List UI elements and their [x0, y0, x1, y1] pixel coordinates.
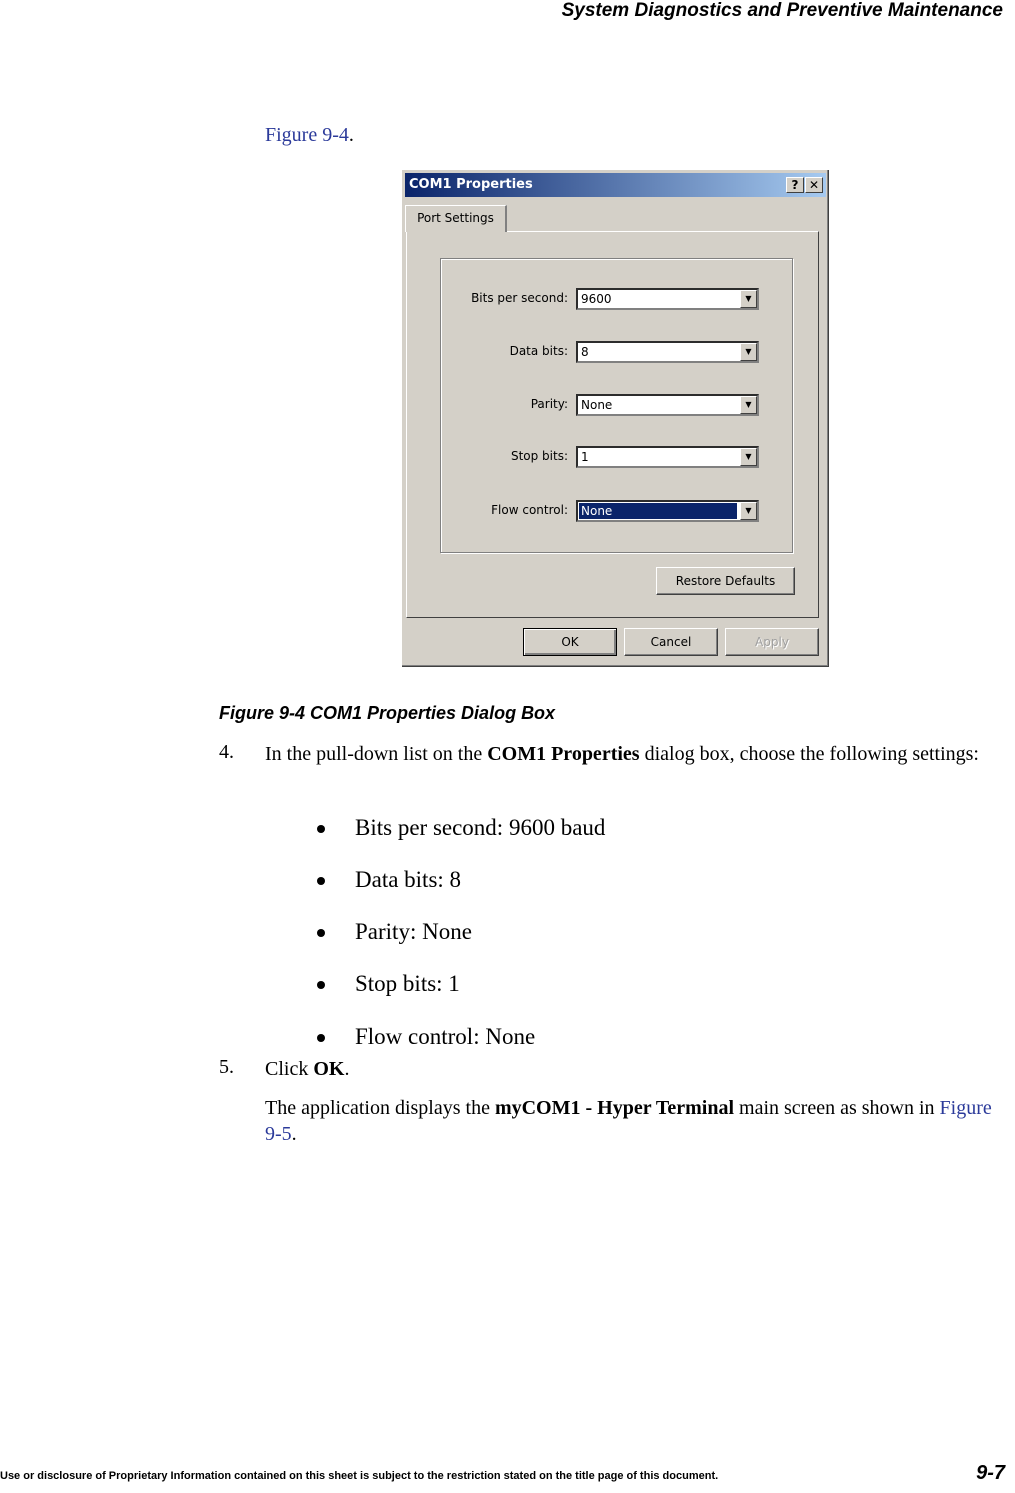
- bullet-icon: [317, 929, 325, 937]
- restore-defaults-button[interactable]: Restore Defaults: [656, 567, 795, 595]
- list-item: Flow control: None: [355, 1024, 536, 1049]
- chevron-down-icon[interactable]: ▼: [740, 448, 757, 466]
- list-item: Stop bits: 1: [355, 971, 460, 996]
- flow-control-label: Flow control:: [491, 503, 568, 517]
- figure-caption: Figure 9-4 COM1 Properties Dialog Box: [219, 703, 556, 723]
- bullet-icon: [317, 825, 325, 833]
- figure-link[interactable]: Figure 9-4: [265, 124, 349, 146]
- figure-reference-line: Figure 9-4.: [265, 124, 354, 146]
- help-button[interactable]: ?: [786, 177, 804, 193]
- parity-select[interactable]: None ▼: [576, 394, 759, 416]
- figure-link[interactable]: Figure 9-5: [265, 1097, 992, 1145]
- chevron-down-icon[interactable]: ▼: [740, 396, 757, 414]
- flow-control-select[interactable]: None ▼: [576, 500, 759, 522]
- bullet-icon: [317, 981, 325, 989]
- ok-button[interactable]: OK: [523, 628, 617, 656]
- page-number: 9-7: [976, 1462, 1005, 1484]
- bullet-icon: [317, 1034, 325, 1042]
- stop-bits-select[interactable]: 1 ▼: [576, 446, 759, 468]
- dialog-titlebar: [405, 173, 826, 197]
- data-bits-select[interactable]: 8 ▼: [576, 341, 759, 363]
- tab-port-settings[interactable]: Port Settings: [405, 205, 507, 232]
- chevron-down-icon[interactable]: ▼: [740, 290, 757, 308]
- apply-button: Apply: [725, 628, 819, 656]
- data-bits-label: Data bits:: [509, 344, 568, 358]
- list-item: Data bits: 8: [355, 867, 462, 892]
- proprietary-notice: Use or disclosure of Proprietary Information contained on this sheet is subject to the restriction stated on the title page of this document.: [0, 1470, 719, 1482]
- step-5-text: Click OK.: [265, 1058, 350, 1080]
- bits-per-second-label: Bits per second:: [471, 291, 568, 305]
- step-4-text: In the pull-down list on the COM1 Properties dialog box, choose the following settings:: [265, 743, 979, 765]
- chevron-down-icon[interactable]: ▼: [740, 343, 757, 361]
- stop-bits-label: Stop bits:: [510, 449, 568, 463]
- step-5-number: 5.: [219, 1056, 234, 1078]
- list-item: Parity: None: [355, 919, 472, 944]
- chevron-down-icon[interactable]: ▼: [740, 502, 757, 520]
- bits-per-second-select[interactable]: 9600 ▼: [576, 288, 759, 310]
- cancel-button[interactable]: Cancel: [624, 628, 718, 656]
- running-header: System Diagnostics and Preventive Maintenance: [561, 0, 1003, 21]
- parity-label: Parity:: [530, 397, 568, 411]
- close-icon[interactable]: ✕: [805, 177, 823, 193]
- bullet-icon: [317, 877, 325, 885]
- result-text: The application displays the myCOM1 - Hyper Terminal main screen as shown in Figure 9-5.: [265, 1097, 992, 1145]
- dialog-title: COM1 Properties: [409, 177, 533, 192]
- list-item: Bits per second: 9600 baud: [355, 815, 606, 840]
- step-4-number: 4.: [219, 741, 234, 763]
